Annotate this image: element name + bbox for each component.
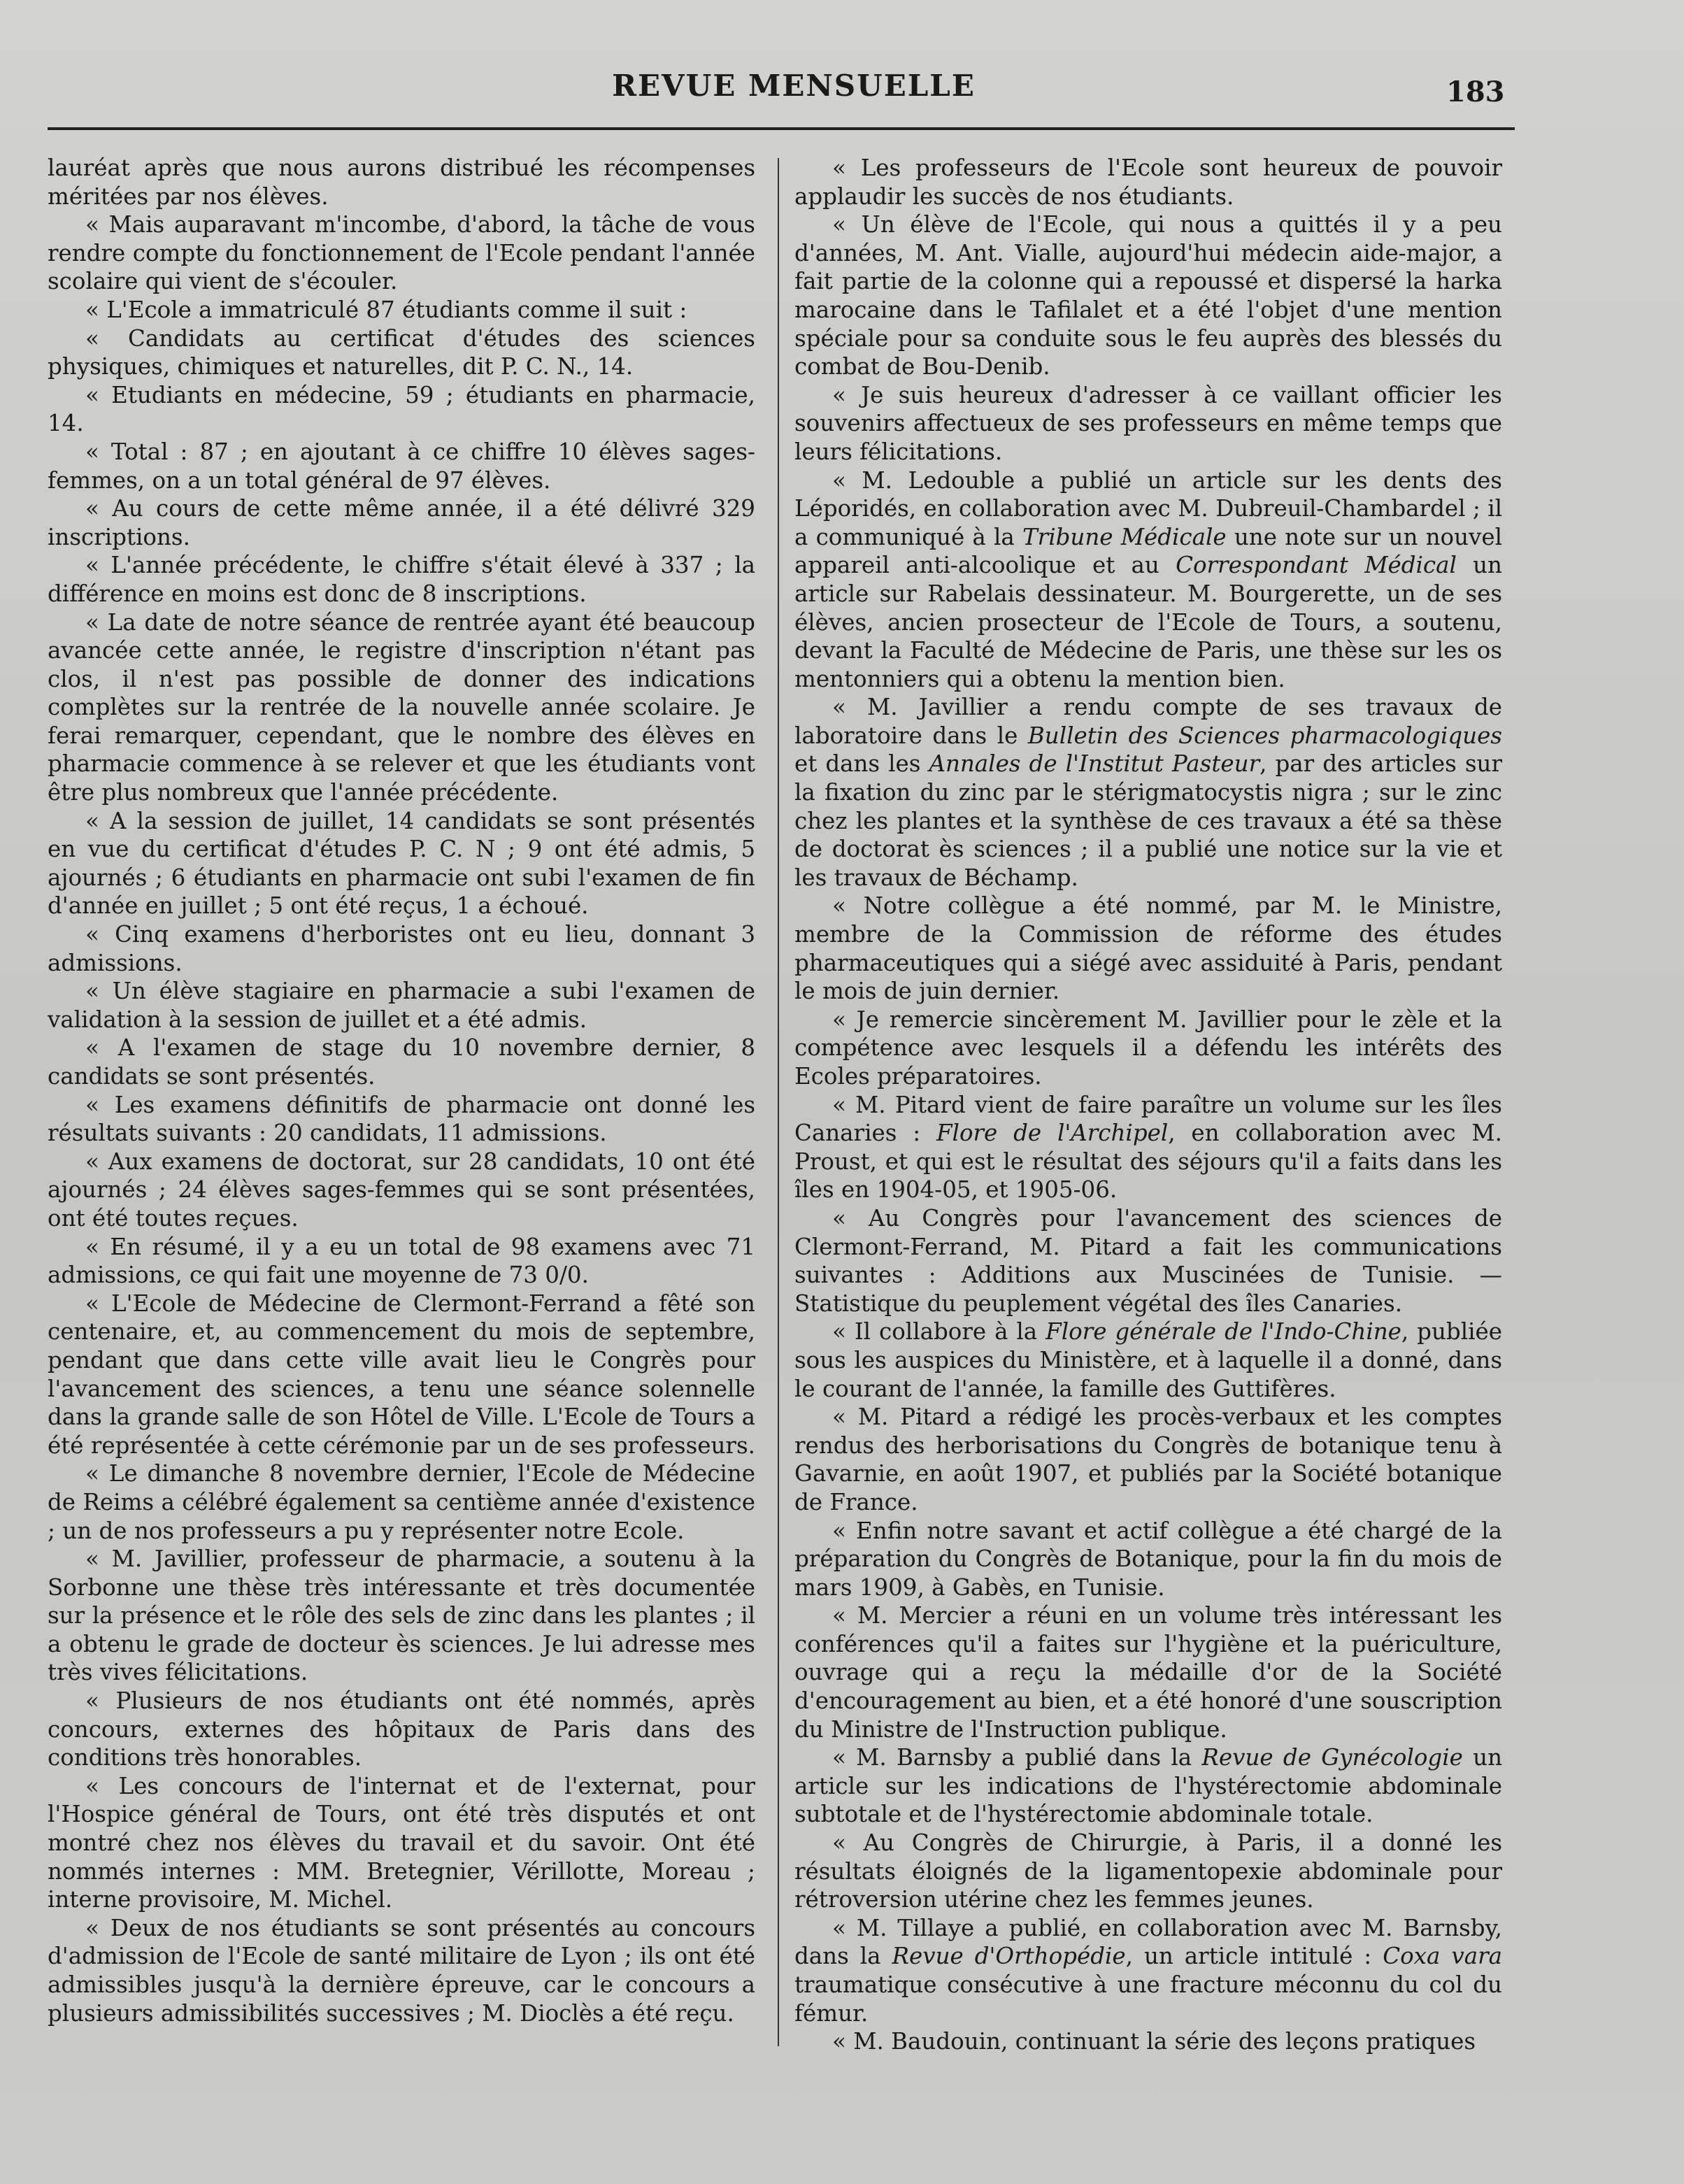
paragraph: « Les examens définitifs de pharmacie ont donné les résultats suivants : 20 candidats, 11 admissions. (48, 1091, 755, 1147)
paragraph: « M. Ledouble a publié un article sur les dents des Léporidés, en collaboration avec M. Dubreuil-Chambardel ; il a communiqué à la Tribune Médicale une note sur un nouvel appareil anti-alcoolique et au Correspondant Médical un article sur Rabelais dessinateur. M. Bourgerette, un de ses élèves, ancien prosecteur de l'Ecole de Tours, a soutenu, devant la Faculté de Médecine de Paris, une thèse sur les os mentonniers qui a obtenu la mention bien. (794, 466, 1502, 692)
paragraph: « Le dimanche 8 novembre dernier, l'Ecole de Médecine de Reims a célébré également sa centième année d'existence ; un de nos professeurs a pu y représenter notre Ecole. (48, 1460, 755, 1544)
paragraph: « Un élève de l'Ecole, qui nous a quittés il y a peu d'années, M. Ant. Vialle, aujourd'hui médecin aide-major, a fait partie de la colonne qui a repoussé et dispersé la harka marocaine dans le Tafilalet et a été l'objet d'une mention spéciale pour sa conduite sous le feu auprès des blessés du combat de Bou-Denib. (794, 211, 1502, 380)
paragraph: « L'Ecole a immatriculé 87 étudiants comme il suit : (85, 296, 687, 323)
paragraph: « Je suis heureux d'adresser à ce vaillant officier les souvenirs affectueux de ses professeurs en même temps que leurs félicitations. (794, 381, 1502, 465)
page-number: 183 (1446, 76, 1505, 108)
paragraph: « M. Baudouin, continuant la série des leçons pratiques (832, 2028, 1476, 2055)
paragraph: « Notre collègue a été nommé, par M. le Ministre, membre de la Commission de réforme des études pharmaceutiques qui a siégé avec assiduité à Paris, pendant le mois de juin dernier. (794, 892, 1502, 1005)
paragraph: « Les professeurs de l'Ecole sont heureux de pouvoir applaudir les succès de nos étudiants. (794, 155, 1502, 210)
paragraph: « Etudiants en médecine, 59 ; étudiants en pharmacie, 14. (48, 381, 755, 437)
paragraph: « M. Barnsby a publié dans la Revue de Gynécologie un article sur les indications de l'hystérectomie abdominale subtotale et de l'hystérectomie abdominale totale. (794, 1744, 1503, 1828)
paragraph: « Deux de nos étudiants se sont présentés au concours d'admission de l'Ecole de santé militaire de Lyon ; ils ont été admissibles jusqu'à la dernière épreuve, car le concours a plusieurs admissibilités successives ; M. Dioclès a été reçu. (48, 1914, 755, 2027)
paragraph: « A la session de juillet, 14 candidats se sont présentés en vue du certificat d'études P. C. N ; 9 ont été admis, 5 ajournés ; 6 étudiants en pharmacie ont subi l'examen de fin d'année en juillet ; 5 ont été reçus, 1 a échoué. (48, 807, 755, 920)
paragraph: « M. Pitard a rédigé les procès-verbaux et les comptes rendus des herborisations du Congrès de botanique tenu à Gavarnie, en août 1907, et publiés par la Société botanique de France. (794, 1404, 1502, 1515)
paragraph: « M. Javillier a rendu compte de ses travaux de laboratoire dans le Bulletin des Sciences pharmacologiques et dans les Annales de l'Institut Pasteur, par des articles sur la fixation du zinc par le stérigmatocystis nigra ; sur le zinc chez les plantes et la synthèse de ces travaux a été sa thèse de doctorat ès sciences ; il a publié une notice sur la vie et les travaux de Béchamp. (794, 694, 1502, 891)
header-rule (48, 127, 1515, 130)
paragraph: « En résumé, il y a eu un total de 98 examens avec 71 admissions, ce qui fait une moyenne de 73 0/0. (48, 1233, 755, 1289)
paragraph: « Au Congrès pour l'avancement des sciences de Clermont-Ferrand, M. Pitard a fait les communications suivantes : Additions aux Muscinées de Tunisie. — Statistique du peuplement végétal des îles Canaries. (794, 1204, 1502, 1317)
paragraph: « Mais auparavant m'incombe, d'abord, la tâche de vous rendre compte du fonctionnement de l'Ecole pendant l'année scolaire qui vient de s'écouler. (48, 211, 755, 295)
paragraph: « Je remercie sincèrement M. Javillier pour le zèle et la compétence avec lesquels il a défendu les intérêts des Ecoles préparatoires. (794, 1006, 1502, 1090)
paragraph: « M. Pitard vient de faire paraître un volume sur les îles Canaries : Flore de l'Archipel, en collaboration avec M. Proust, et qui est le résultat des séjours qu'il a faits dans les îles en 1904-05, et 1905-06. (794, 1091, 1502, 1204)
paragraph: « L'année précédente, le chiffre s'était élevé à 337 ; la différence en moins est donc de 8 inscriptions. (48, 552, 755, 607)
paragraph: « Enfin notre savant et actif collègue a été chargé de la préparation du Congrès de Botanique, pour la fin du mois de mars 1909, à Gabès, en Tunisie. (794, 1517, 1502, 1601)
paragraph: « Aux examens de doctorat, sur 28 candidats, 10 ont été ajournés ; 24 élèves sages-femmes qui se sont présentées, ont été toutes reçues. (48, 1148, 755, 1232)
paragraph: « Au Congrès de Chirurgie, à Paris, il a donné les résultats éloignés de la ligamentopexie abdominale pour rétroversion utérine chez les femmes jeunes. (794, 1829, 1502, 1913)
left-column (48, 154, 755, 2027)
paragraph: « L'Ecole de Médecine de Clermont-Ferrand a fêté son centenaire, et, au commencement du mois de septembre, pendant que dans cette ville avait lieu le Congrès pour l'avancement des sciences, a tenu une séance solennelle dans la grande salle de son Hôtel de Ville. L'Ecole de Tours a été représentée à cette cérémonie par un de ses professeurs. (48, 1290, 755, 1459)
paragraph: lauréat après que nous aurons distribué les récompenses méritées par nos élèves. (48, 155, 755, 210)
paragraph: « Au cours de cette même année, il a été délivré 329 inscriptions. (48, 495, 755, 550)
paragraph: « Total : 87 ; en ajoutant à ce chiffre 10 élèves sages-femmes, on a un total général de 97 élèves. (48, 438, 755, 494)
running-title: REVUE MENSUELLE (612, 69, 976, 103)
paragraph: « M. Mercier a réuni en un volume très intéressant les conférences qu'il a faites sur l'hygiène et la puériculture, ouvrage qui a reçu la médaille d'or de la Société d'encouragement au bien, et a été honoré d'une souscription du Ministre de l'Instruction publique. (794, 1602, 1502, 1743)
paragraph: « Les concours de l'internat et de l'externat, pour l'Hospice général de Tours, ont été très disputés et ont montré chez nos élèves du travail et du savoir. Ont été nommés internes : MM. Bretegnier, Vérillotte, Moreau ; interne provisoire, M. Michel. (48, 1772, 755, 1913)
paragraph: « A l'examen de stage du 10 novembre dernier, 8 candidats se sont présentés. (48, 1034, 755, 1090)
paragraph: « Un élève stagiaire en pharmacie a subi l'examen de validation à la session de juillet et a été admis. (48, 978, 755, 1033)
paragraph: « La date de notre séance de rentrée ayant été beaucoup avancée cette année, le registre d'inscription n'étant pas clos, il n'est pas possible de donner des indications complètes sur la rentrée de la nouvelle année scolaire. Je ferai remarquer, cependant, que le nombre des élèves en pharmacie commence à se relever et que les étudiants vont être plus nombreux que l'année précédente. (48, 608, 755, 806)
right-column (794, 154, 1502, 2056)
paragraph: « Il collabore à la Flore générale de l'Indo-Chine, publiée sous les auspices du Ministère, et à laquelle il a donné, dans le courant de l'année, la famille des Guttifères. (794, 1318, 1502, 1402)
paragraph: « M. Tillaye a publié, en collaboration avec M. Barnsby, dans la Revue d'Orthopédie, un article intitulé : Coxa vara traumatique consécutive à une fracture méconnu du col du fémur. (794, 1914, 1502, 2027)
paragraph: « M. Javillier, professeur de pharmacie, a soutenu à la Sorbonne une thèse très intéressante et très documentée sur la présence et le rôle des sels de zinc dans les plantes ; il a obtenu le grade de docteur ès sciences. Je lui adresse mes très vives félicitations. (48, 1546, 755, 1686)
paragraph: « Candidats au certificat d'études des sciences physiques, chimiques et naturelles, dit P. C. N., 14. (48, 324, 755, 380)
paragraph: « Plusieurs de nos étudiants ont été nommés, après concours, externes des hôpitaux de Paris dans des conditions très honorables. (48, 1687, 755, 1771)
column-divider (778, 158, 779, 2046)
paragraph: « Cinq examens d'herboristes ont eu lieu, donnant 3 admissions. (48, 921, 755, 976)
